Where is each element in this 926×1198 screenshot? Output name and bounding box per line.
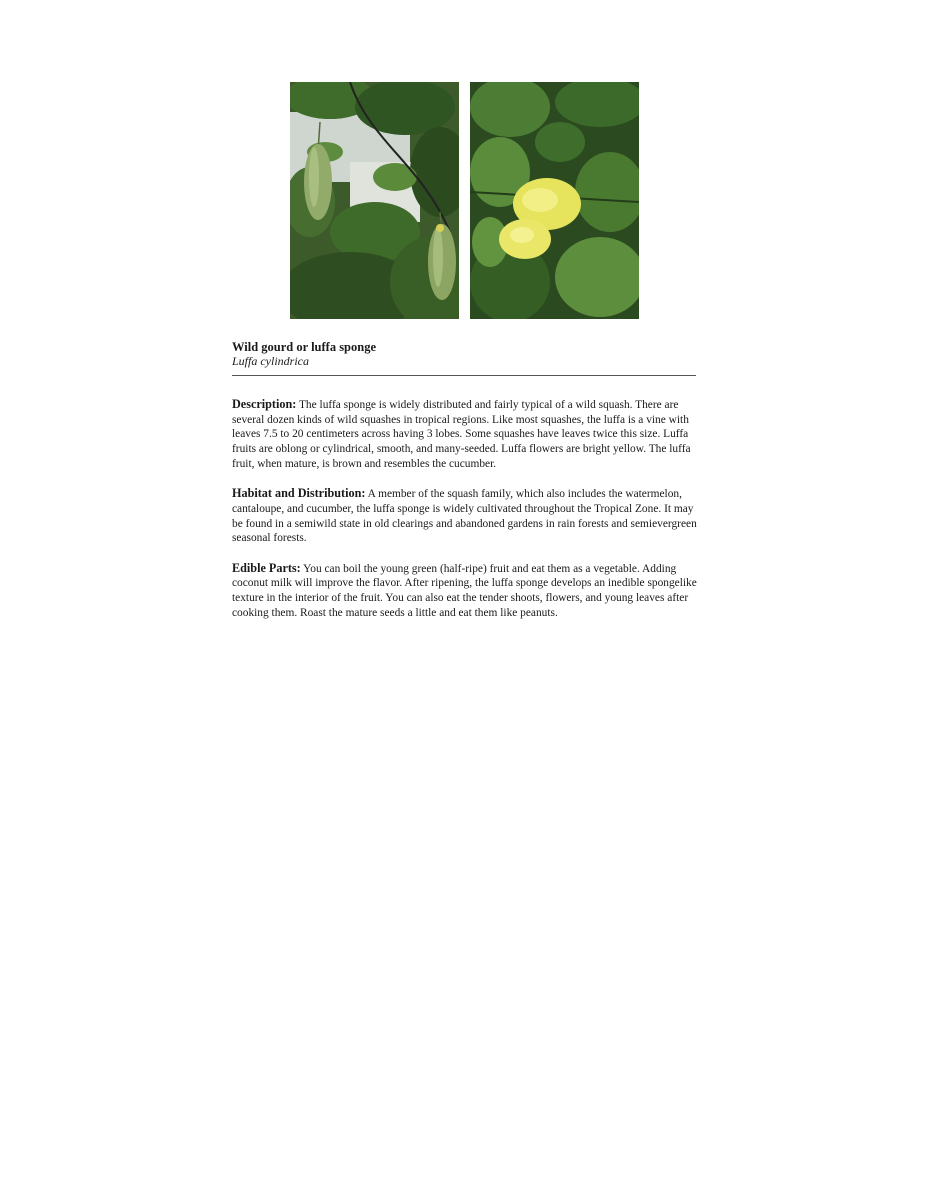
section-text: The luffa sponge is widely distributed and fairly typical of a wild squash. There are several dozen kinds of wild squashes in tropical regions. Like most squashes, the luffa is a vine with leaves 7.5 to 20 centimeters across having 3 lobes. Some squashes have leaves twice this size. Luffa fruits are oblong or cylindrical, smooth, and many-seeded. Luffa flowers are bright yellow. The luffa fruit, when mature, is brown and resembles the cucumber. bbox=[232, 399, 691, 470]
section-heading: Edible Parts: bbox=[232, 560, 301, 575]
luffa-fruit-photo-icon bbox=[290, 82, 459, 319]
section-text: A member of the squash family, which also includes the watermelon, cantaloupe, and cucumber, the luffa sponge is widely cultivated throughout the Tropical Zone. It may be found in a semiwild state in old clearings and abandoned gardens in rain forests and semievergreen seasonal forests. bbox=[232, 488, 697, 545]
luffa-flower-photo-icon bbox=[470, 82, 639, 319]
section-heading: Habitat and Distribution: bbox=[232, 486, 366, 501]
photo-luffa-fruits bbox=[290, 82, 459, 319]
title-divider bbox=[232, 375, 696, 376]
photo-luffa-flowers bbox=[470, 82, 639, 319]
section-description bbox=[232, 397, 698, 472]
section-text: You can boil the young green (half-ripe) fruit and eat them as a vegetable. Adding coconut milk will improve the flavor. After ripening, the luffa sponge develops an inedible spongelike texture in the interior of the fruit. You can also eat the tender shoots, flowers, and young leaves after cooking them. Roast the mature seeds a little and eat them like peanuts. bbox=[232, 562, 697, 619]
section-habitat bbox=[232, 486, 698, 546]
plant-scientific-name: Luffa cylindrica bbox=[232, 354, 309, 368]
section-edible-parts bbox=[232, 561, 698, 621]
plant-description-body bbox=[232, 397, 698, 635]
plant-title-block bbox=[232, 340, 696, 368]
plant-common-name: Wild gourd or luffa sponge bbox=[232, 340, 377, 354]
section-heading: Description: bbox=[232, 397, 297, 411]
